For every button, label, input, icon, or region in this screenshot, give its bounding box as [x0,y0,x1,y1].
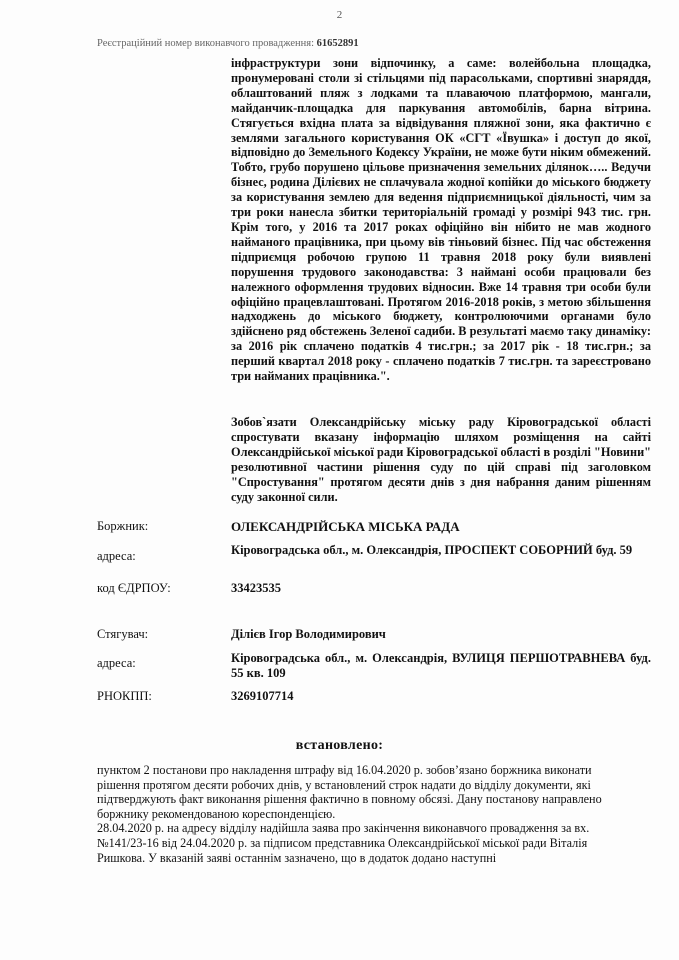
obligation-paragraph: Зобов`язати Олександрійську міську раду Кіровоградської області спростувати вказану інформацію шляхом розміщення на сайті Олександрійської міської ради Кіровоградської області в розділі "Новини" резолютивної частини рішення суду по цій справі під заголовком "Спростування" протягом десяти днів з дня набрання даним рішенням суду законної сили. [231,415,651,504]
registration-number: 61652891 [316,38,359,49]
debtor-address-label: адреса: [97,549,136,563]
creditor-name: Ділієв Ігор Володимирович [231,627,386,641]
creditor-rnokpp: 3269107714 [231,689,294,703]
debtor-name: ОЛЕКСАНДРІЙСЬКА МІСЬКА РАДА [231,519,460,534]
body-text [97,763,602,865]
registration-line [97,38,359,49]
body-paragraph: 28.04.2020 р. на адресу відділу надійшла заява про закінчення виконавчого провадження за вх. №141/23-16 від 24.04.2020 р. за підписом представника Олександрійської міської ради Віталія Ришкова. У вказаній заяві останнім зазначено, що в додаток додано наступні [97,821,590,865]
quote-paragraph: інфраструктури зони відпочинку, а саме: волейбольна площадка, пронумеровані столи зі стільцями під парасольками, спортивні знаряддя, облаштований пляж з лодками та плаваючою платформою, мангали, майданчик-площадка для паркування автомобілів, барна вітрина. Стягується вхідна плата за відвідування пляжної зони, яка фактично є землями загального користування ОК «СГТ «Ївушка» і доступ до якої, відповідно до Земельного Кодексу України, не може бути ніким обмежений. Тобто, грубо порушено цільове призначення земельних ділянок….. Ведучи бізнес, родина Ділієвих не сплачувала жодної копійки до міського бюджету за користування землею для ведення підприємницької діяльності, чим за три роки нанесла збитки територіальній громаді у розмірі 943 тис. грн. Крім того, у 2016 та 2017 роках офіційно він нібито не мав жодного найманого працівника, при цьому вів тіньовий бізнес. Під час обстеження підприємця робочою групою 11 травня 2018 року були виявлені порушення трудового законодавства: 3 наймані особи працювали без належного оформлення трудових відносин. Вже 14 травня три особи були офіційно працевлаштовані. Протягом 2016-2018 років, з метою збільшення надходжень до міського бюджету, контролюючими органами було здійснено ряд обстежень Зеленої садиби. В результаті маємо таку динаміку: за 2016 рік сплачено податків 4 тис.грн.; за 2017 рік - 18 тис.грн.; за перший квартал 2018 року - сплачено податків 7 тис.грн. та зареєстровано три найманих працівника.". [231,56,651,384]
page-number: 2 [336,9,343,21]
creditor-address: Кіровоградська обл., м. Олександрія, ВУЛИЦЯ ПЕРШОТРАВНЕВА буд. 55 кв. 109 [231,651,651,680]
creditor-address-label: адреса: [97,656,136,670]
creditor-rnokpp-label: РНОКПП: [97,689,152,703]
creditor-label: Стягувач: [97,627,149,641]
debtor-address: Кіровоградська обл., м. Олександрія, ПРОСПЕКТ СОБОРНИЙ буд. 59 [231,543,633,557]
section-heading: встановлено: [295,738,384,753]
debtor-label: Боржник: [97,519,149,533]
debtor-code-label: код ЄДРПОУ: [97,581,171,595]
debtor-code: 33423535 [231,581,281,595]
registration-label: Реєстраційний номер виконавчого провадження: [97,38,315,49]
body-paragraph: пунктом 2 постанови про накладення штрафу від 16.04.2020 р. зобов’язано боржника виконати рішення протягом десяти робочих днів, у встановлений строк надати до відділу документи, які підтверджують факт виконання рішення фактично в повному обсязі. Дану постанову направлено боржнику рекомендованою кореспонденцією. [97,763,602,821]
